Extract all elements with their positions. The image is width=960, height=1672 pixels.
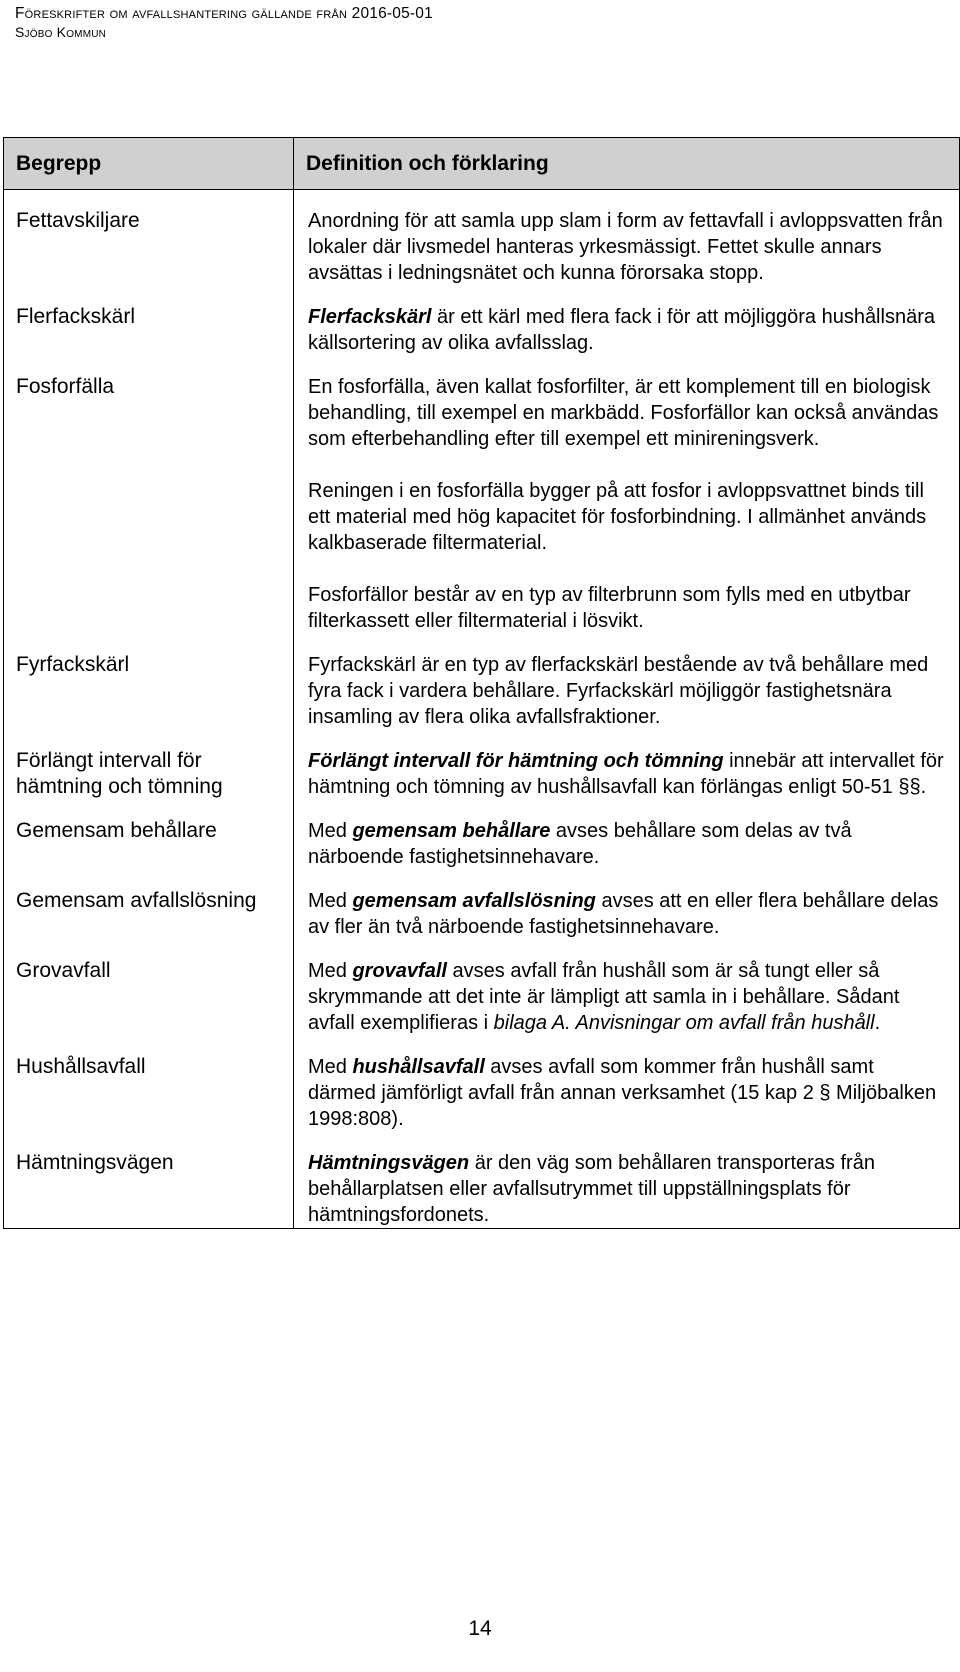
definition-paragraph xyxy=(308,208,947,286)
definition-run: Med xyxy=(308,820,353,842)
definition-cell xyxy=(294,730,960,800)
definition-run: är ett kärl med flera fack i för att möjliggöra hushållsnära källsortering av olika avfallsslag. xyxy=(308,306,935,354)
definition-paragraph xyxy=(308,478,947,556)
table-header-row xyxy=(4,138,960,190)
definition-run: avses avfall som kommer från hushåll samt därmed jämförligt avfall från annan verksamhet (15 kap 2 § Miljöbalken 1998:808). xyxy=(308,1056,937,1130)
defined-term-emphasis: Flerfackskärl xyxy=(308,306,432,328)
term-label: Förlängt intervall för hämtning och tömning xyxy=(16,749,223,798)
definition-run: Med xyxy=(308,960,353,982)
definition-cell xyxy=(294,800,960,870)
definition-paragraph xyxy=(308,958,947,1036)
definition-text xyxy=(294,730,959,800)
definition-cell xyxy=(294,940,960,1036)
term-label: Hushållsavfall xyxy=(16,1055,146,1078)
table-row xyxy=(4,800,960,870)
term-cell xyxy=(4,940,294,1036)
definition-paragraph xyxy=(308,652,947,730)
table-body xyxy=(4,190,960,1229)
definition-run: är den väg som behållaren transporteras från behållarplatsen eller avfallsutrymmet till uppställningsplats för hämtningsfordonets. xyxy=(308,1152,875,1226)
defined-term-emphasis: gemensam behållare xyxy=(352,820,551,842)
defined-term-emphasis: Hämtningsvägen xyxy=(308,1152,470,1174)
table-row xyxy=(4,1036,960,1132)
definition-paragraph xyxy=(308,748,947,800)
definition-paragraph xyxy=(308,1054,947,1132)
table-row xyxy=(4,730,960,800)
defined-term-emphasis: Förlängt intervall för hämtning och tömning xyxy=(308,750,724,772)
definition-paragraph xyxy=(308,888,947,940)
term-cell xyxy=(4,870,294,940)
term-cell xyxy=(4,190,294,287)
definition-text xyxy=(294,634,959,730)
definition-text xyxy=(294,286,959,356)
defined-term-emphasis: gemensam avfallslösning xyxy=(352,890,596,912)
definition-paragraph xyxy=(308,304,947,356)
definition-text xyxy=(294,1132,959,1228)
definition-cell xyxy=(294,286,960,356)
definition-paragraph xyxy=(308,374,947,452)
definition-text xyxy=(294,870,959,940)
definition-cell xyxy=(294,1132,960,1229)
term-label: Grovavfall xyxy=(16,959,111,982)
definition-run: En fosforfälla, även kallat fosforfilter, är ett komplement till en biologisk behandling, till exempel en markbädd. Fosforfällor kan också användas som efterbehandling efter till exempel ett minireningsverk. xyxy=(308,376,939,450)
reference-emphasis: bilaga A. Anvisningar om avfall från hushåll xyxy=(493,1012,875,1034)
definition-cell xyxy=(294,1036,960,1132)
term-label: Hämtningsvägen xyxy=(16,1151,174,1174)
column-header-term: Begrepp xyxy=(4,138,294,190)
definition-run: Reningen i en fosforfälla bygger på att fosfor i avloppsvattnet binds till ett material med hög kapacitet för fosforbindning. I allmänhet används kalkbaserade filtermaterial. xyxy=(308,480,927,554)
term-label: Fettavskiljare xyxy=(16,209,140,232)
definition-paragraph xyxy=(308,1150,947,1228)
table-row xyxy=(4,870,960,940)
page-number: 14 xyxy=(468,1617,492,1640)
document-title: Föreskrifter om avfallshantering gällande från 2016-05-01 xyxy=(15,5,433,22)
table-row xyxy=(4,1132,960,1229)
term-label: Fosforfälla xyxy=(16,375,115,398)
definition-cell xyxy=(294,634,960,730)
definition-run: Anordning för att samla upp slam i form av fettavfall i avloppsvatten från lokaler där livsmedel hanteras yrkesmässigt. Fettet skulle annars avsättas i ledningsnätet och kunna förorsaka stopp. xyxy=(308,210,943,284)
definition-text xyxy=(294,1036,959,1132)
table-row xyxy=(4,356,960,634)
definition-run: avses avfall från hushåll som är så tungt eller så skrymmande att det inte är lämpligt att samla in i behållare. Sådant avfall exemplifieras i xyxy=(308,960,900,1034)
definition-cell xyxy=(294,356,960,634)
definition-text xyxy=(294,940,959,1036)
term-cell xyxy=(4,356,294,634)
definition-run: avses behållare som delas av två närboende fastighetsinnehavare. xyxy=(308,820,852,868)
table-row xyxy=(4,190,960,287)
definition-paragraph xyxy=(308,818,947,870)
term-label: Gemensam avfallslösning xyxy=(16,889,257,912)
definition-paragraph xyxy=(308,582,947,634)
term-label: Fyrfackskärl xyxy=(16,653,130,676)
defined-term-emphasis: grovavfall xyxy=(352,960,447,982)
term-cell xyxy=(4,800,294,870)
term-cell xyxy=(4,286,294,356)
definition-run: . xyxy=(874,1012,881,1034)
column-header-definition: Definition och förklaring xyxy=(294,138,960,190)
page-header xyxy=(15,4,433,41)
definition-run: Med xyxy=(308,1056,353,1078)
definition-run: Fosforfällor består av en typ av filterbrunn som fylls med en utbytbar filterkassett eller filtermaterial i lösvikt. xyxy=(308,584,911,632)
definition-run: Med xyxy=(308,890,353,912)
definition-cell xyxy=(294,870,960,940)
definition-text xyxy=(294,800,959,870)
municipality-name: Sjöbo Kommun xyxy=(15,24,107,40)
definition-cell xyxy=(294,190,960,287)
definition-run: avses att en eller flera behållare delas av fler än två närboende fastighetsinnehavare. xyxy=(308,890,939,938)
term-label: Gemensam behållare xyxy=(16,819,217,842)
table-row xyxy=(4,634,960,730)
defined-term-emphasis: hushållsavfall xyxy=(352,1056,485,1078)
definition-text xyxy=(294,356,959,634)
term-cell xyxy=(4,634,294,730)
table-row xyxy=(4,286,960,356)
definitions-table xyxy=(3,137,960,1229)
term-cell xyxy=(4,1036,294,1132)
table-row xyxy=(4,940,960,1036)
term-label: Flerfackskärl xyxy=(16,305,136,328)
definition-run: Fyrfackskärl är en typ av flerfackskärl bestående av två behållare med fyra fack i vardera behållare. Fyrfackskärl möjliggör fastighetsnära insamling av flera olika avfallsfraktioner. xyxy=(308,654,929,728)
term-cell xyxy=(4,730,294,800)
definition-run: innebär att intervallet för hämtning och tömning av hushållsavfall kan förlängas enligt 50-51 §§. xyxy=(308,750,944,798)
definition-text xyxy=(294,190,959,286)
term-cell xyxy=(4,1132,294,1229)
